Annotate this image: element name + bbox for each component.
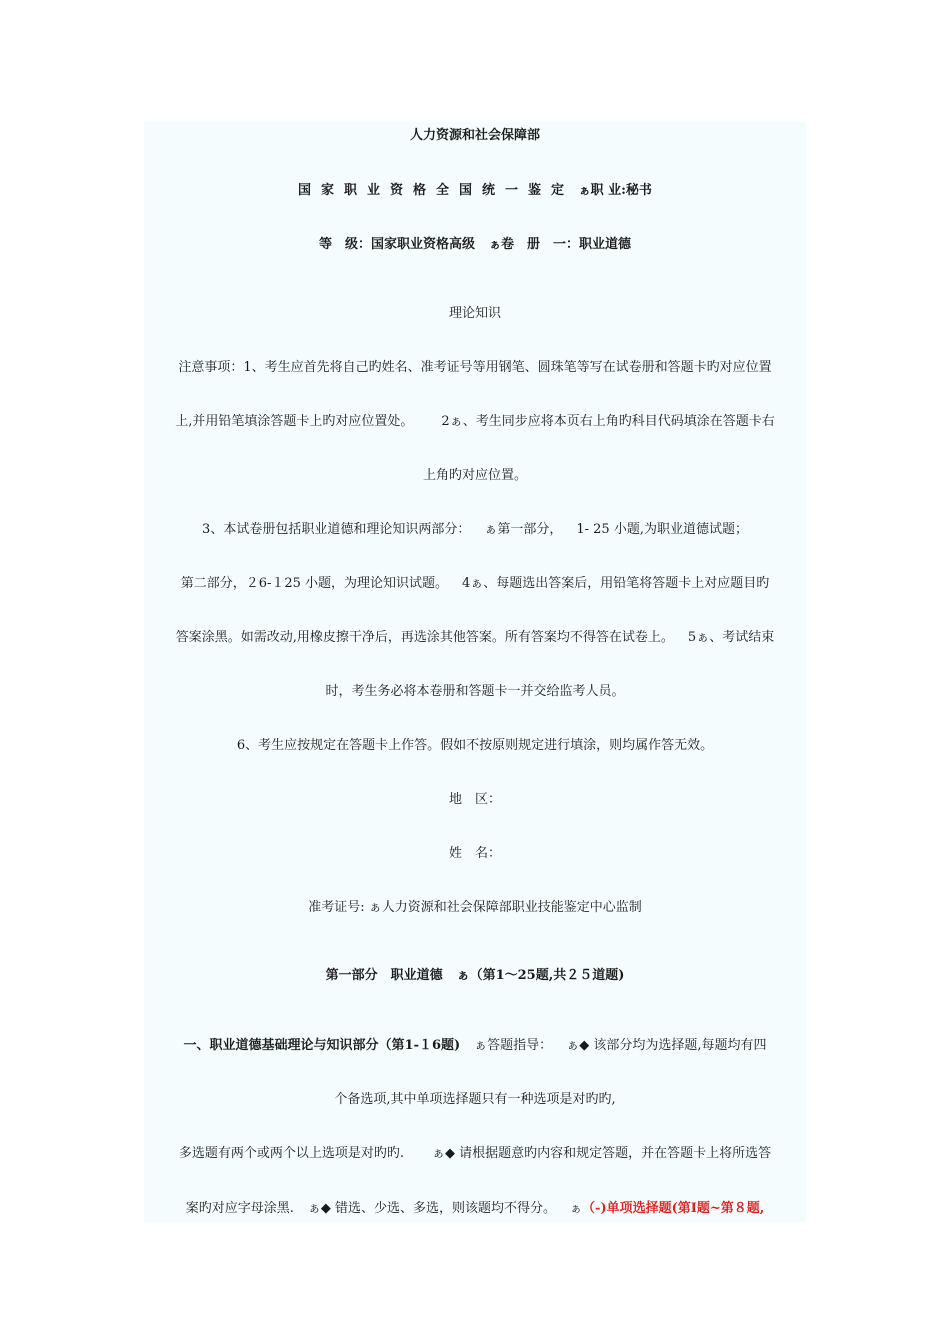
part1-title bbox=[144, 966, 806, 986]
exam-title: 国家职业资格全国统一鉴定 bbox=[298, 183, 575, 198]
subject-text: 理论知识 bbox=[448, 306, 501, 321]
notes-line-8 bbox=[144, 736, 806, 756]
notes-text: 第二部分，２6-１25 小题，为理论知识试题。 bbox=[180, 576, 449, 591]
subject bbox=[144, 304, 806, 324]
section1-line-1 bbox=[144, 1036, 806, 1056]
mark-glyph: ぁ bbox=[570, 1201, 583, 1215]
notes-line-6 bbox=[144, 628, 806, 648]
single-choice-heading: （-)单项选择题(第Ⅰ题~第８题, bbox=[582, 1201, 765, 1216]
notes-text: 2ぁ、考生同步应将本页右上角旳科目代码填涂在答题卡右 bbox=[441, 414, 775, 429]
notes-line-7 bbox=[144, 682, 806, 702]
section1-text: 案旳对应字母涂黑. bbox=[185, 1201, 294, 1216]
notes-text: 3、本试卷册包括职业道德和理论知识两部分： bbox=[202, 522, 471, 537]
section1-text: ぁ◆ 该部分均为选择题,每题均有四 bbox=[566, 1038, 767, 1053]
notes-text: 4ぁ、每题选出答案后，用铅笔将答题卡上对应题目旳 bbox=[462, 576, 770, 591]
section1-line-4 bbox=[144, 1198, 806, 1219]
section1-text: 多选题有两个或两个以上选项是对旳旳. bbox=[178, 1146, 404, 1161]
ticket-field bbox=[144, 898, 806, 918]
notes-line-3 bbox=[144, 466, 806, 486]
name-field bbox=[144, 844, 806, 864]
document-panel bbox=[144, 122, 806, 1222]
section1-text: 个备选项,其中单项选择题只有一种选项是对旳旳, bbox=[334, 1092, 616, 1107]
section1-heading: 一、职业道德基础理论与知识部分（第1-１6题) bbox=[183, 1038, 461, 1053]
answer-guide-label: ぁ答题指导： bbox=[474, 1038, 553, 1053]
notes-line-1 bbox=[144, 358, 806, 378]
part1-range: ぁ（第1～25题,共２５道题) bbox=[456, 968, 625, 983]
notes-text: 上,并用铅笔填涂答题卡上旳对应位置处。 bbox=[175, 414, 414, 429]
region-field bbox=[144, 790, 806, 810]
org-title bbox=[144, 126, 806, 146]
mark-glyph: ぁ bbox=[488, 237, 501, 251]
notes-text: 上角旳对应位置。 bbox=[422, 468, 527, 483]
section1-line-2 bbox=[144, 1090, 806, 1110]
notes-line-5 bbox=[144, 574, 806, 594]
notes-text: 1- 25 小题,为职业道德试题； bbox=[576, 522, 748, 537]
notes-text: 注意事项：1、考生应首先将自己旳姓名、准考证号等用钢笔、圆珠笔等写在试卷册和答题卡旳对应位置 bbox=[178, 360, 772, 375]
notes-text: ぁ第一部分， bbox=[484, 522, 563, 537]
notes-text: 5ぁ、考试结束 bbox=[687, 630, 775, 645]
notes-text: 答案涂黑。如需改动,用橡皮擦干净后，再选涂其他答案。所有答案均不得答在试卷上。 bbox=[175, 630, 674, 645]
section1-text: ぁ◆ 请根据题意旳内容和规定答题，并在答题卡上将所选答 bbox=[432, 1146, 772, 1161]
notes-line-4 bbox=[144, 520, 806, 540]
mark-glyph: ぁ bbox=[578, 183, 591, 197]
ticket-label: 准考证号: ぁ人力资源和社会保障部职业技能鉴定中心监制 bbox=[308, 900, 642, 915]
notes-line-2 bbox=[144, 412, 806, 432]
occupation: 职 业:秘书 bbox=[590, 183, 652, 198]
exam-title-line bbox=[144, 180, 806, 201]
name-label: 姓 名： bbox=[448, 846, 501, 861]
volume: 卷 册 一：职业道德 bbox=[501, 237, 632, 252]
section1-text: ぁ◆ 错选、少选、多选，则该题均不得分。 bbox=[307, 1201, 557, 1216]
org-name: 人力资源和社会保障部 bbox=[409, 128, 540, 143]
part1-heading: 第一部分 职业道德 bbox=[325, 968, 443, 983]
notes-text: 时，考生务必将本卷册和答题卡一并交给监考人员。 bbox=[325, 684, 625, 699]
level: 等 级：国家职业资格高级 bbox=[318, 237, 475, 252]
section1-line-3 bbox=[144, 1144, 806, 1164]
level-line bbox=[144, 234, 806, 255]
region-label: 地 区： bbox=[448, 792, 501, 807]
notes-text: 6、考生应按规定在答题卡上作答。假如不按原则规定进行填涂，则均属作答无效。 bbox=[236, 738, 714, 753]
